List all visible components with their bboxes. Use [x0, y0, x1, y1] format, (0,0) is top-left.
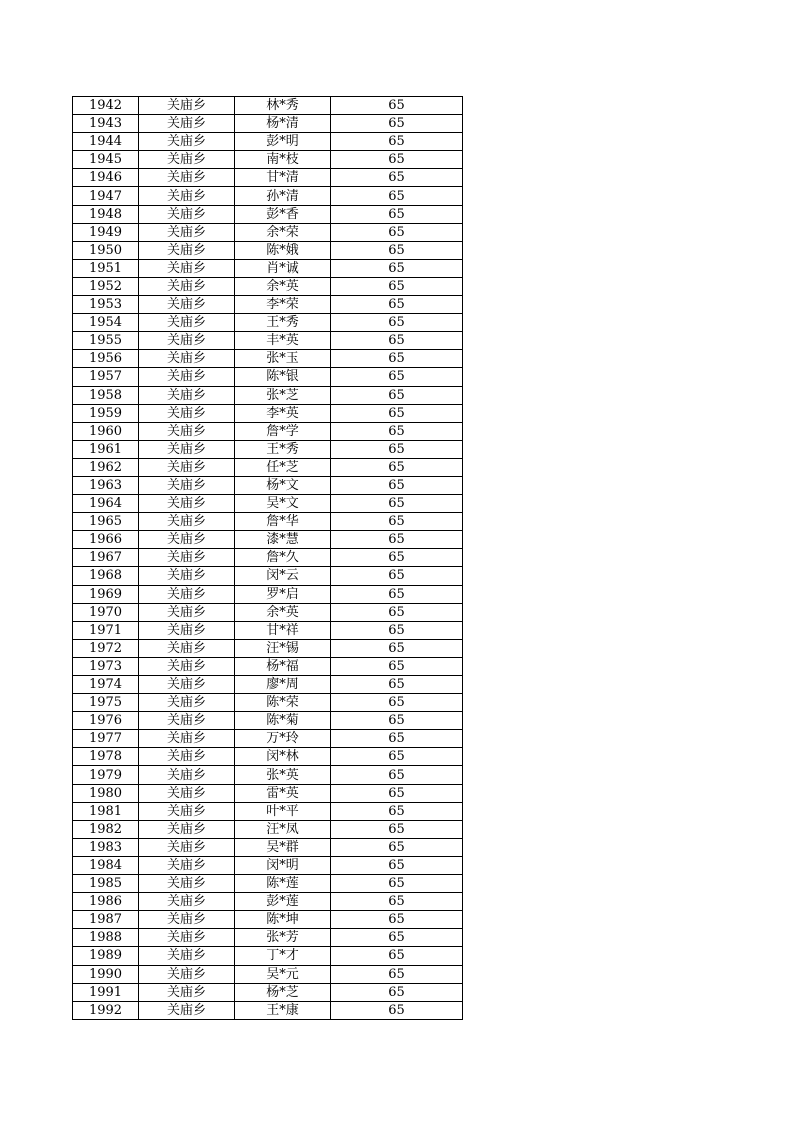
- name-cell: 闵*林: [235, 748, 331, 766]
- table-row: [73, 694, 463, 712]
- row-number-cell: 1968: [73, 567, 139, 585]
- row-number-cell: 1948: [73, 205, 139, 223]
- amount-cell: 65: [331, 730, 463, 748]
- town-cell: 关庙乡: [139, 350, 235, 368]
- amount-cell: 65: [331, 1001, 463, 1019]
- table-row: [73, 531, 463, 549]
- name-cell: 杨*文: [235, 476, 331, 494]
- town-cell: 关庙乡: [139, 947, 235, 965]
- table-row: [73, 332, 463, 350]
- name-cell: 闵*云: [235, 567, 331, 585]
- amount-cell: 65: [331, 169, 463, 187]
- table-row: [73, 223, 463, 241]
- amount-cell: 65: [331, 259, 463, 277]
- town-cell: 关庙乡: [139, 531, 235, 549]
- row-number-cell: 1958: [73, 386, 139, 404]
- name-cell: 张*芝: [235, 386, 331, 404]
- amount-cell: 65: [331, 513, 463, 531]
- amount-cell: 65: [331, 657, 463, 675]
- town-cell: 关庙乡: [139, 404, 235, 422]
- table-row: [73, 585, 463, 603]
- name-cell: 陈*坤: [235, 911, 331, 929]
- amount-cell: 65: [331, 603, 463, 621]
- name-cell: 陈*银: [235, 368, 331, 386]
- name-cell: 余*英: [235, 277, 331, 295]
- name-cell: 叶*平: [235, 802, 331, 820]
- amount-cell: 65: [331, 241, 463, 259]
- amount-cell: 65: [331, 187, 463, 205]
- town-cell: 关庙乡: [139, 169, 235, 187]
- name-cell: 陈*菊: [235, 712, 331, 730]
- row-number-cell: 1980: [73, 784, 139, 802]
- row-number-cell: 1987: [73, 911, 139, 929]
- row-number-cell: 1982: [73, 820, 139, 838]
- row-number-cell: 1945: [73, 151, 139, 169]
- name-cell: 王*康: [235, 1001, 331, 1019]
- amount-cell: 65: [331, 676, 463, 694]
- town-cell: 关庙乡: [139, 929, 235, 947]
- amount-cell: 65: [331, 766, 463, 784]
- row-number-cell: 1953: [73, 296, 139, 314]
- town-cell: 关庙乡: [139, 513, 235, 531]
- amount-cell: 65: [331, 585, 463, 603]
- table-row: [73, 133, 463, 151]
- table-row: [73, 838, 463, 856]
- town-cell: 关庙乡: [139, 965, 235, 983]
- row-number-cell: 1959: [73, 404, 139, 422]
- name-cell: 彭*香: [235, 205, 331, 223]
- town-cell: 关庙乡: [139, 368, 235, 386]
- name-cell: 杨*福: [235, 657, 331, 675]
- town-cell: 关庙乡: [139, 495, 235, 513]
- data-table: [72, 96, 463, 1020]
- row-number-cell: 1962: [73, 458, 139, 476]
- town-cell: 关庙乡: [139, 151, 235, 169]
- table-row: [73, 929, 463, 947]
- name-cell: 吴*群: [235, 838, 331, 856]
- town-cell: 关庙乡: [139, 893, 235, 911]
- row-number-cell: 1977: [73, 730, 139, 748]
- table-row: [73, 748, 463, 766]
- row-number-cell: 1943: [73, 115, 139, 133]
- name-cell: 漆*慧: [235, 531, 331, 549]
- name-cell: 甘*祥: [235, 621, 331, 639]
- town-cell: 关庙乡: [139, 422, 235, 440]
- row-number-cell: 1951: [73, 259, 139, 277]
- amount-cell: 65: [331, 115, 463, 133]
- table-row: [73, 657, 463, 675]
- town-cell: 关庙乡: [139, 730, 235, 748]
- town-cell: 关庙乡: [139, 983, 235, 1001]
- town-cell: 关庙乡: [139, 241, 235, 259]
- town-cell: 关庙乡: [139, 549, 235, 567]
- name-cell: 王*秀: [235, 440, 331, 458]
- town-cell: 关庙乡: [139, 748, 235, 766]
- town-cell: 关庙乡: [139, 386, 235, 404]
- amount-cell: 65: [331, 350, 463, 368]
- row-number-cell: 1964: [73, 495, 139, 513]
- row-number-cell: 1952: [73, 277, 139, 295]
- name-cell: 汪*凤: [235, 820, 331, 838]
- table-row: [73, 621, 463, 639]
- amount-cell: 65: [331, 929, 463, 947]
- amount-cell: 65: [331, 458, 463, 476]
- name-cell: 雷*英: [235, 784, 331, 802]
- amount-cell: 65: [331, 205, 463, 223]
- table-row: [73, 965, 463, 983]
- table-row: [73, 549, 463, 567]
- name-cell: 肖*诚: [235, 259, 331, 277]
- amount-cell: 65: [331, 495, 463, 513]
- amount-cell: 65: [331, 947, 463, 965]
- town-cell: 关庙乡: [139, 676, 235, 694]
- row-number-cell: 1983: [73, 838, 139, 856]
- table-row: [73, 368, 463, 386]
- table-row: [73, 97, 463, 115]
- name-cell: 任*芝: [235, 458, 331, 476]
- name-cell: 廖*周: [235, 676, 331, 694]
- table-row: [73, 277, 463, 295]
- amount-cell: 65: [331, 296, 463, 314]
- table-row: [73, 476, 463, 494]
- name-cell: 余*英: [235, 603, 331, 621]
- town-cell: 关庙乡: [139, 838, 235, 856]
- name-cell: 万*玲: [235, 730, 331, 748]
- town-cell: 关庙乡: [139, 802, 235, 820]
- town-cell: 关庙乡: [139, 657, 235, 675]
- town-cell: 关庙乡: [139, 1001, 235, 1019]
- row-number-cell: 1966: [73, 531, 139, 549]
- name-cell: 吴*文: [235, 495, 331, 513]
- table-row: [73, 169, 463, 187]
- name-cell: 张*芳: [235, 929, 331, 947]
- amount-cell: 65: [331, 911, 463, 929]
- table-row: [73, 875, 463, 893]
- town-cell: 关庙乡: [139, 766, 235, 784]
- row-number-cell: 1955: [73, 332, 139, 350]
- town-cell: 关庙乡: [139, 458, 235, 476]
- name-cell: 李*英: [235, 404, 331, 422]
- town-cell: 关庙乡: [139, 911, 235, 929]
- town-cell: 关庙乡: [139, 133, 235, 151]
- town-cell: 关庙乡: [139, 277, 235, 295]
- name-cell: 罗*启: [235, 585, 331, 603]
- row-number-cell: 1965: [73, 513, 139, 531]
- town-cell: 关庙乡: [139, 621, 235, 639]
- town-cell: 关庙乡: [139, 784, 235, 802]
- table-row: [73, 458, 463, 476]
- name-cell: 吴*元: [235, 965, 331, 983]
- name-cell: 彭*明: [235, 133, 331, 151]
- row-number-cell: 1956: [73, 350, 139, 368]
- name-cell: 张*英: [235, 766, 331, 784]
- table-row: [73, 766, 463, 784]
- table-row: [73, 513, 463, 531]
- table-row: [73, 422, 463, 440]
- row-number-cell: 1946: [73, 169, 139, 187]
- name-cell: 陈*莲: [235, 875, 331, 893]
- amount-cell: 65: [331, 856, 463, 874]
- row-number-cell: 1963: [73, 476, 139, 494]
- table-row: [73, 1001, 463, 1019]
- amount-cell: 65: [331, 314, 463, 332]
- amount-cell: 65: [331, 476, 463, 494]
- row-number-cell: 1989: [73, 947, 139, 965]
- table-row: [73, 350, 463, 368]
- table-row: [73, 712, 463, 730]
- amount-cell: 65: [331, 549, 463, 567]
- name-cell: 南*枝: [235, 151, 331, 169]
- town-cell: 关庙乡: [139, 296, 235, 314]
- amount-cell: 65: [331, 332, 463, 350]
- row-number-cell: 1954: [73, 314, 139, 332]
- amount-cell: 65: [331, 151, 463, 169]
- name-cell: 陈*荣: [235, 694, 331, 712]
- name-cell: 詹*久: [235, 549, 331, 567]
- amount-cell: 65: [331, 440, 463, 458]
- town-cell: 关庙乡: [139, 440, 235, 458]
- row-number-cell: 1988: [73, 929, 139, 947]
- table-row: [73, 259, 463, 277]
- table-row: [73, 730, 463, 748]
- town-cell: 关庙乡: [139, 115, 235, 133]
- amount-cell: 65: [331, 223, 463, 241]
- town-cell: 关庙乡: [139, 314, 235, 332]
- town-cell: 关庙乡: [139, 856, 235, 874]
- row-number-cell: 1992: [73, 1001, 139, 1019]
- amount-cell: 65: [331, 748, 463, 766]
- amount-cell: 65: [331, 277, 463, 295]
- town-cell: 关庙乡: [139, 567, 235, 585]
- table-row: [73, 296, 463, 314]
- amount-cell: 65: [331, 965, 463, 983]
- name-cell: 丰*英: [235, 332, 331, 350]
- row-number-cell: 1984: [73, 856, 139, 874]
- row-number-cell: 1970: [73, 603, 139, 621]
- name-cell: 陈*娥: [235, 241, 331, 259]
- table-row: [73, 983, 463, 1001]
- row-number-cell: 1949: [73, 223, 139, 241]
- town-cell: 关庙乡: [139, 259, 235, 277]
- town-cell: 关庙乡: [139, 603, 235, 621]
- town-cell: 关庙乡: [139, 97, 235, 115]
- table-row: [73, 495, 463, 513]
- amount-cell: 65: [331, 531, 463, 549]
- row-number-cell: 1967: [73, 549, 139, 567]
- row-number-cell: 1981: [73, 802, 139, 820]
- table-row: [73, 314, 463, 332]
- table-row: [73, 893, 463, 911]
- table-body: [73, 97, 463, 1020]
- table-row: [73, 676, 463, 694]
- name-cell: 杨*芝: [235, 983, 331, 1001]
- name-cell: 杨*清: [235, 115, 331, 133]
- name-cell: 王*秀: [235, 314, 331, 332]
- row-number-cell: 1944: [73, 133, 139, 151]
- amount-cell: 65: [331, 712, 463, 730]
- row-number-cell: 1991: [73, 983, 139, 1001]
- amount-cell: 65: [331, 621, 463, 639]
- table-row: [73, 802, 463, 820]
- row-number-cell: 1972: [73, 639, 139, 657]
- row-number-cell: 1973: [73, 657, 139, 675]
- town-cell: 关庙乡: [139, 820, 235, 838]
- amount-cell: 65: [331, 422, 463, 440]
- row-number-cell: 1971: [73, 621, 139, 639]
- table-row: [73, 151, 463, 169]
- table-row: [73, 440, 463, 458]
- amount-cell: 65: [331, 639, 463, 657]
- table-row: [73, 911, 463, 929]
- town-cell: 关庙乡: [139, 585, 235, 603]
- row-number-cell: 1979: [73, 766, 139, 784]
- amount-cell: 65: [331, 893, 463, 911]
- row-number-cell: 1985: [73, 875, 139, 893]
- name-cell: 甘*清: [235, 169, 331, 187]
- table-row: [73, 205, 463, 223]
- row-number-cell: 1975: [73, 694, 139, 712]
- table-row: [73, 241, 463, 259]
- amount-cell: 65: [331, 386, 463, 404]
- amount-cell: 65: [331, 784, 463, 802]
- table-row: [73, 947, 463, 965]
- town-cell: 关庙乡: [139, 875, 235, 893]
- amount-cell: 65: [331, 983, 463, 1001]
- table-row: [73, 115, 463, 133]
- table-row: [73, 784, 463, 802]
- row-number-cell: 1976: [73, 712, 139, 730]
- name-cell: 林*秀: [235, 97, 331, 115]
- name-cell: 汪*锡: [235, 639, 331, 657]
- name-cell: 余*荣: [235, 223, 331, 241]
- town-cell: 关庙乡: [139, 476, 235, 494]
- row-number-cell: 1961: [73, 440, 139, 458]
- table-row: [73, 187, 463, 205]
- name-cell: 张*玉: [235, 350, 331, 368]
- name-cell: 李*荣: [235, 296, 331, 314]
- name-cell: 詹*学: [235, 422, 331, 440]
- row-number-cell: 1947: [73, 187, 139, 205]
- town-cell: 关庙乡: [139, 223, 235, 241]
- town-cell: 关庙乡: [139, 332, 235, 350]
- table-row: [73, 567, 463, 585]
- table-row: [73, 386, 463, 404]
- amount-cell: 65: [331, 875, 463, 893]
- town-cell: 关庙乡: [139, 187, 235, 205]
- row-number-cell: 1974: [73, 676, 139, 694]
- town-cell: 关庙乡: [139, 205, 235, 223]
- row-number-cell: 1942: [73, 97, 139, 115]
- table-row: [73, 820, 463, 838]
- amount-cell: 65: [331, 838, 463, 856]
- table-row: [73, 639, 463, 657]
- name-cell: 闵*明: [235, 856, 331, 874]
- amount-cell: 65: [331, 133, 463, 151]
- name-cell: 詹*华: [235, 513, 331, 531]
- name-cell: 孙*清: [235, 187, 331, 205]
- amount-cell: 65: [331, 567, 463, 585]
- name-cell: 丁*才: [235, 947, 331, 965]
- amount-cell: 65: [331, 802, 463, 820]
- amount-cell: 65: [331, 694, 463, 712]
- table-row: [73, 603, 463, 621]
- row-number-cell: 1950: [73, 241, 139, 259]
- town-cell: 关庙乡: [139, 712, 235, 730]
- amount-cell: 65: [331, 820, 463, 838]
- amount-cell: 65: [331, 368, 463, 386]
- amount-cell: 65: [331, 97, 463, 115]
- row-number-cell: 1978: [73, 748, 139, 766]
- row-number-cell: 1957: [73, 368, 139, 386]
- row-number-cell: 1990: [73, 965, 139, 983]
- row-number-cell: 1960: [73, 422, 139, 440]
- town-cell: 关庙乡: [139, 694, 235, 712]
- town-cell: 关庙乡: [139, 639, 235, 657]
- row-number-cell: 1986: [73, 893, 139, 911]
- table-row: [73, 856, 463, 874]
- name-cell: 彭*莲: [235, 893, 331, 911]
- table-row: [73, 404, 463, 422]
- row-number-cell: 1969: [73, 585, 139, 603]
- amount-cell: 65: [331, 404, 463, 422]
